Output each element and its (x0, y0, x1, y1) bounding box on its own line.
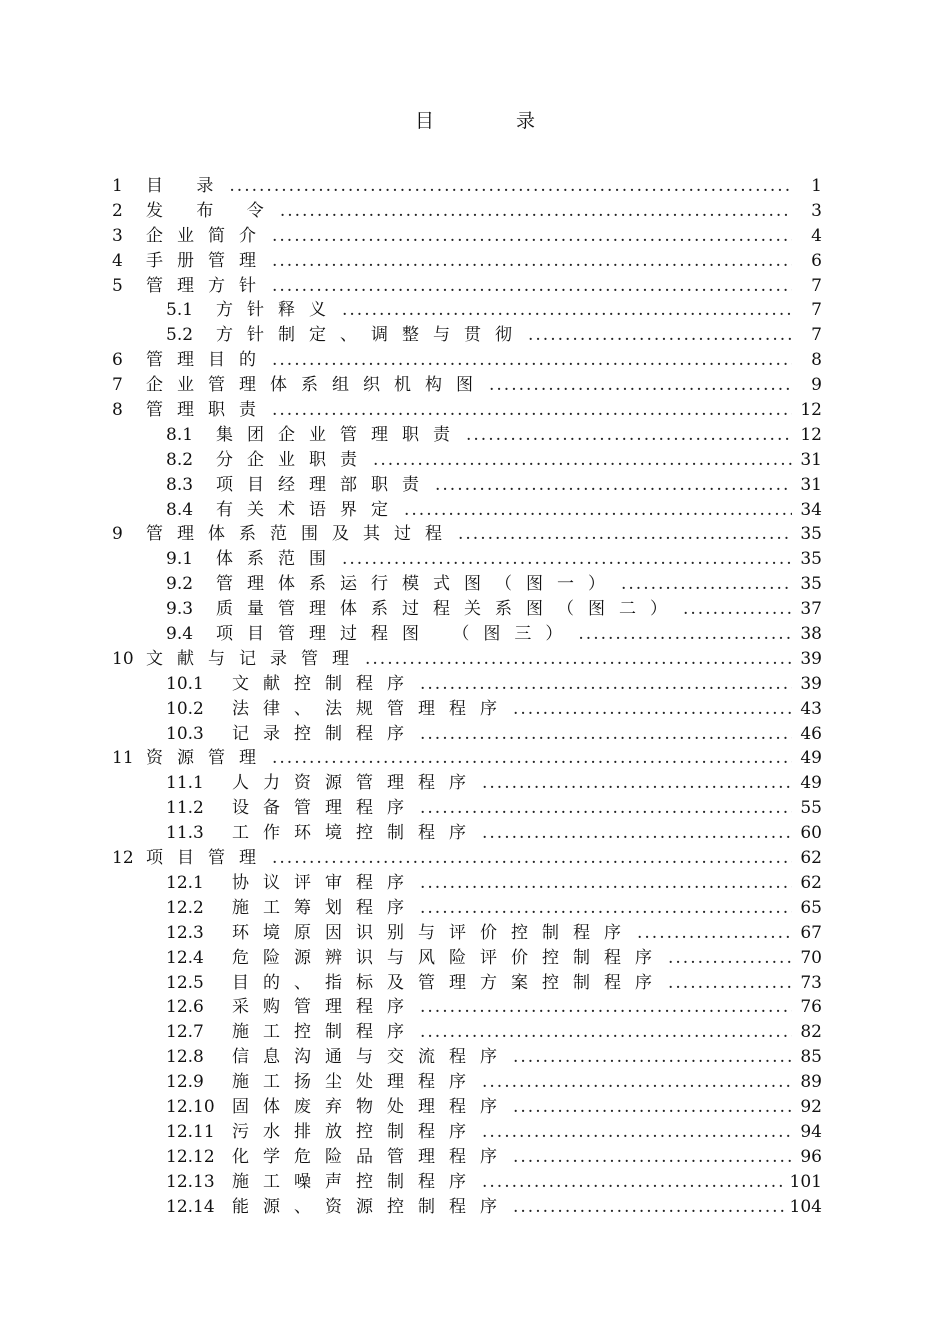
toc-entry-label: 记录控制程序 (232, 723, 418, 744)
toc-entry-label: 危险源辨识与风险评价控制程序 (232, 947, 666, 968)
toc-entry[interactable] (112, 448, 822, 473)
toc-entry[interactable] (112, 771, 822, 796)
toc-entry-label: 方针释义 (216, 300, 340, 321)
toc-entry-page: 46 (800, 723, 822, 744)
toc-entry[interactable] (112, 995, 822, 1020)
toc-leader-dots (683, 597, 792, 622)
toc-leader-dots (272, 224, 792, 249)
toc-leader-dots (458, 522, 792, 547)
toc-entry-page: 35 (800, 574, 822, 595)
toc-entry-number: 7 (112, 375, 123, 396)
toc-entry-page: 62 (800, 848, 822, 869)
toc-entry[interactable] (112, 348, 822, 373)
toc-entry-label: 施工噪声控制程序 (232, 1171, 480, 1192)
toc-entry-page: 82 (800, 1022, 822, 1043)
toc-entry[interactable] (112, 224, 822, 249)
toc-entry-number: 11.3 (166, 823, 204, 844)
toc-entry-label: 目 录 (146, 176, 228, 196)
toc-entry[interactable] (112, 672, 822, 697)
toc-entry-number: 11 (112, 748, 134, 769)
toc-entry-page: 37 (800, 599, 822, 620)
toc-leader-dots (668, 946, 792, 971)
toc-entry[interactable] (112, 547, 822, 572)
toc-leader-dots (342, 547, 792, 572)
toc-entry[interactable] (112, 199, 822, 224)
toc-entry-page: 3 (811, 200, 822, 221)
toc-entry-page: 70 (800, 947, 822, 968)
toc-entry-label: 管理目的 (146, 350, 270, 371)
toc-entry-page: 85 (800, 1047, 822, 1068)
toc-leader-dots (420, 722, 792, 747)
toc-entry-number: 5.1 (166, 300, 194, 321)
toc-entry[interactable] (112, 647, 822, 672)
toc-entry-label: 管理体系运行模式图（图一） (216, 574, 619, 595)
toc-entry-number: 8.3 (166, 474, 194, 495)
toc-entry-number: 5.2 (166, 325, 194, 346)
toc-entry[interactable] (112, 398, 822, 423)
toc-entry-label: 管理职责 (146, 400, 270, 421)
toc-entry[interactable] (112, 323, 822, 348)
toc-entry-label: 协议评审程序 (232, 872, 418, 893)
toc-leader-dots (420, 672, 792, 697)
toc-entry[interactable] (112, 473, 822, 498)
toc-entry[interactable] (112, 796, 822, 821)
toc-entry-page: 67 (800, 922, 822, 943)
toc-leader-dots (420, 995, 792, 1020)
toc-entry[interactable] (112, 174, 822, 199)
toc-entry-page: 34 (800, 499, 822, 520)
toc-leader-dots (420, 1020, 792, 1045)
toc-entry-page: 104 (789, 1196, 822, 1217)
toc-entry-number: 9.2 (166, 574, 194, 595)
toc-entry-number: 4 (112, 250, 123, 271)
toc-entry-page: 31 (800, 474, 822, 495)
toc-leader-dots (637, 921, 792, 946)
toc-leader-dots (404, 498, 792, 523)
toc-leader-dots (272, 274, 792, 299)
toc-entry-number: 12.14 (166, 1196, 215, 1217)
toc-entry[interactable] (112, 846, 822, 871)
toc-entry-label: 污水排放控制程序 (232, 1121, 480, 1142)
toc-entry[interactable] (112, 298, 822, 323)
toc-entry-page: 65 (800, 897, 822, 918)
toc-entry-page: 60 (800, 823, 822, 844)
toc-entry[interactable] (112, 946, 822, 971)
toc-entry-page: 73 (800, 972, 822, 993)
toc-entry-label: 分企业职责 (216, 449, 371, 470)
toc-entry[interactable] (112, 423, 822, 448)
toc-leader-dots (272, 249, 792, 274)
toc-entry-label: 项目管理过程图 （图三） (216, 624, 577, 645)
toc-leader-dots (513, 1195, 784, 1220)
toc-entry-number: 12.5 (166, 972, 204, 993)
toc-entry-number: 12.1 (166, 872, 204, 893)
table-of-contents (112, 174, 822, 1219)
toc-entry-number: 10 (112, 648, 134, 669)
toc-leader-dots (513, 1095, 792, 1120)
toc-leader-dots (668, 971, 792, 996)
toc-leader-dots (272, 348, 792, 373)
toc-entry-label: 管理体系范围及其过程 (146, 524, 456, 545)
toc-entry[interactable] (112, 274, 822, 299)
toc-leader-dots (280, 199, 792, 224)
toc-entry-number: 12 (112, 848, 134, 869)
toc-entry-number: 3 (112, 225, 123, 246)
toc-leader-dots (420, 796, 792, 821)
toc-entry[interactable] (112, 971, 822, 996)
toc-entry-number: 12.2 (166, 897, 204, 918)
toc-leader-dots (621, 572, 792, 597)
toc-entry-page: 43 (800, 698, 822, 719)
toc-entry[interactable] (112, 522, 822, 547)
toc-leader-dots (513, 1045, 792, 1070)
toc-entry-label: 方针制定、调整与贯彻 (216, 325, 526, 346)
toc-entry-page: 76 (800, 997, 822, 1018)
toc-entry[interactable] (112, 821, 822, 846)
toc-entry[interactable] (112, 1045, 822, 1070)
toc-entry-label: 发 布 令 (146, 200, 278, 221)
toc-entry-label: 项目经理部职责 (216, 474, 433, 495)
toc-entry-label: 设备管理程序 (232, 798, 418, 819)
toc-entry-number: 10.3 (166, 723, 204, 744)
toc-entry-label: 体系范围 (216, 549, 340, 570)
toc-entry[interactable] (112, 1145, 822, 1170)
toc-entry-page: 1 (811, 176, 822, 196)
toc-entry-label: 信息沟通与交流程序 (232, 1047, 511, 1068)
toc-leader-dots (272, 746, 792, 771)
toc-entry[interactable] (112, 1195, 822, 1220)
toc-entry-label: 文献控制程序 (232, 673, 418, 694)
toc-entry-label: 施工筹划程序 (232, 897, 418, 918)
toc-entry-label: 工作环境控制程序 (232, 823, 480, 844)
toc-entry[interactable] (112, 1095, 822, 1120)
toc-entry-page: 12 (800, 400, 822, 421)
toc-entry-label: 化学危险品管理程序 (232, 1146, 511, 1167)
toc-entry-page: 92 (800, 1096, 822, 1117)
toc-entry-label: 文献与记录管理 (146, 648, 363, 669)
toc-entry-number: 12.11 (166, 1121, 215, 1142)
toc-entry-page: 49 (800, 748, 822, 769)
toc-entry[interactable] (112, 871, 822, 896)
toc-leader-dots (513, 697, 792, 722)
toc-entry-number: 8.2 (166, 449, 194, 470)
toc-entry-label: 有关术语界定 (216, 499, 402, 520)
toc-entry-number: 8 (112, 400, 123, 421)
toc-entry-page: 6 (811, 250, 822, 271)
toc-entry-label: 质量管理体系过程关系图（图二） (216, 599, 681, 620)
toc-entry-label: 能源、资源控制程序 (232, 1196, 511, 1217)
toc-entry-label: 企业简介 (146, 225, 270, 246)
toc-entry[interactable] (112, 921, 822, 946)
toc-entry-number: 2 (112, 200, 123, 221)
toc-entry-number: 8.4 (166, 499, 194, 520)
toc-entry-label: 人力资源管理程序 (232, 773, 480, 794)
toc-entry-page: 31 (800, 449, 822, 470)
toc-entry-page: 39 (800, 648, 822, 669)
toc-leader-dots (435, 473, 792, 498)
toc-leader-dots (482, 1170, 784, 1195)
toc-entry-page: 55 (800, 798, 822, 819)
toc-entry-number: 9 (112, 524, 123, 545)
toc-entry-page: 94 (800, 1121, 822, 1142)
toc-leader-dots (482, 821, 792, 846)
toc-entry-number: 5 (112, 275, 123, 296)
toc-entry-label: 施工扬尘处理程序 (232, 1072, 480, 1093)
toc-entry-page: 7 (811, 300, 822, 321)
toc-entry-label: 集团企业管理职责 (216, 424, 464, 445)
toc-leader-dots (373, 448, 792, 473)
toc-entry-label: 资源管理 (146, 748, 270, 769)
toc-entry-number: 12.7 (166, 1022, 204, 1043)
toc-entry[interactable] (112, 1070, 822, 1095)
toc-entry-page: 101 (789, 1171, 822, 1192)
toc-leader-dots (272, 398, 792, 423)
toc-entry[interactable] (112, 597, 822, 622)
toc-entry-number: 9.1 (166, 549, 194, 570)
toc-leader-dots (420, 896, 792, 921)
toc-entry-page: 12 (800, 424, 822, 445)
toc-entry[interactable] (112, 746, 822, 771)
toc-entry-page: 39 (800, 673, 822, 694)
toc-entry-label: 环境原因识别与评价控制程序 (232, 922, 635, 943)
toc-entry-page: 4 (811, 225, 822, 246)
toc-entry-number: 12.6 (166, 997, 204, 1018)
toc-entry-page: 7 (811, 275, 822, 296)
toc-entry[interactable] (112, 1120, 822, 1145)
toc-entry-number: 10.2 (166, 698, 204, 719)
toc-leader-dots (528, 323, 792, 348)
toc-entry-label: 固体废弃物处理程序 (232, 1096, 511, 1117)
toc-entry[interactable] (112, 572, 822, 597)
toc-entry-number: 9.4 (166, 624, 194, 645)
toc-leader-dots (272, 846, 792, 871)
toc-entry-number: 12.12 (166, 1146, 215, 1167)
toc-entry[interactable] (112, 722, 822, 747)
toc-entry-number: 9.3 (166, 599, 194, 620)
toc-entry-label: 企业管理体系组织机构图 (146, 375, 487, 396)
toc-entry-number: 12.8 (166, 1047, 204, 1068)
toc-leader-dots (466, 423, 792, 448)
toc-entry-page: 62 (800, 872, 822, 893)
toc-entry-page: 8 (811, 350, 822, 371)
toc-entry-label: 施工控制程序 (232, 1022, 418, 1043)
toc-entry[interactable] (112, 896, 822, 921)
toc-leader-dots (342, 298, 792, 323)
toc-entry-label: 采购管理程序 (232, 997, 418, 1018)
toc-entry[interactable] (112, 249, 822, 274)
toc-entry-page: 89 (800, 1072, 822, 1093)
toc-leader-dots (482, 771, 792, 796)
toc-entry[interactable] (112, 1170, 822, 1195)
toc-entry[interactable] (112, 697, 822, 722)
toc-entry-page: 35 (800, 549, 822, 570)
toc-leader-dots (578, 622, 792, 647)
page-title: 目 录 (414, 110, 574, 132)
toc-entry-label: 目的、指标及管理方案控制程序 (232, 972, 666, 993)
toc-entry-number: 12.4 (166, 947, 204, 968)
toc-entry-page: 38 (800, 624, 822, 645)
toc-entry-page: 35 (800, 524, 822, 545)
toc-entry-label: 法律、法规管理程序 (232, 698, 511, 719)
toc-leader-dots (482, 1120, 792, 1145)
toc-entry-page: 9 (811, 375, 822, 396)
toc-leader-dots (365, 647, 792, 672)
toc-entry-label: 管理方针 (146, 275, 270, 296)
toc-entry-number: 12.10 (166, 1096, 215, 1117)
toc-entry[interactable] (112, 498, 822, 523)
toc-entry-number: 11.1 (166, 773, 204, 794)
toc-entry-number: 1 (112, 176, 123, 196)
toc-entry-page: 7 (811, 325, 822, 346)
toc-entry-number: 12.3 (166, 922, 204, 943)
toc-entry-number: 12.13 (166, 1171, 215, 1192)
toc-entry-label: 项目管理 (146, 848, 270, 869)
toc-entry[interactable] (112, 622, 822, 647)
toc-entry-page: 96 (800, 1146, 822, 1167)
toc-entry-number: 10.1 (166, 673, 204, 694)
toc-entry[interactable] (112, 373, 822, 398)
toc-entry-number: 8.1 (166, 424, 194, 445)
toc-leader-dots (420, 871, 792, 896)
toc-entry-page: 49 (800, 773, 822, 794)
toc-entry[interactable] (112, 1020, 822, 1045)
toc-entry-label: 手册管理 (146, 250, 270, 271)
toc-entry-number: 12.9 (166, 1072, 204, 1093)
toc-leader-dots (229, 174, 792, 199)
toc-entry-number: 11.2 (166, 798, 204, 819)
toc-entry-number: 6 (112, 350, 123, 371)
toc-leader-dots (482, 1070, 792, 1095)
toc-leader-dots (513, 1145, 792, 1170)
toc-leader-dots (489, 373, 792, 398)
